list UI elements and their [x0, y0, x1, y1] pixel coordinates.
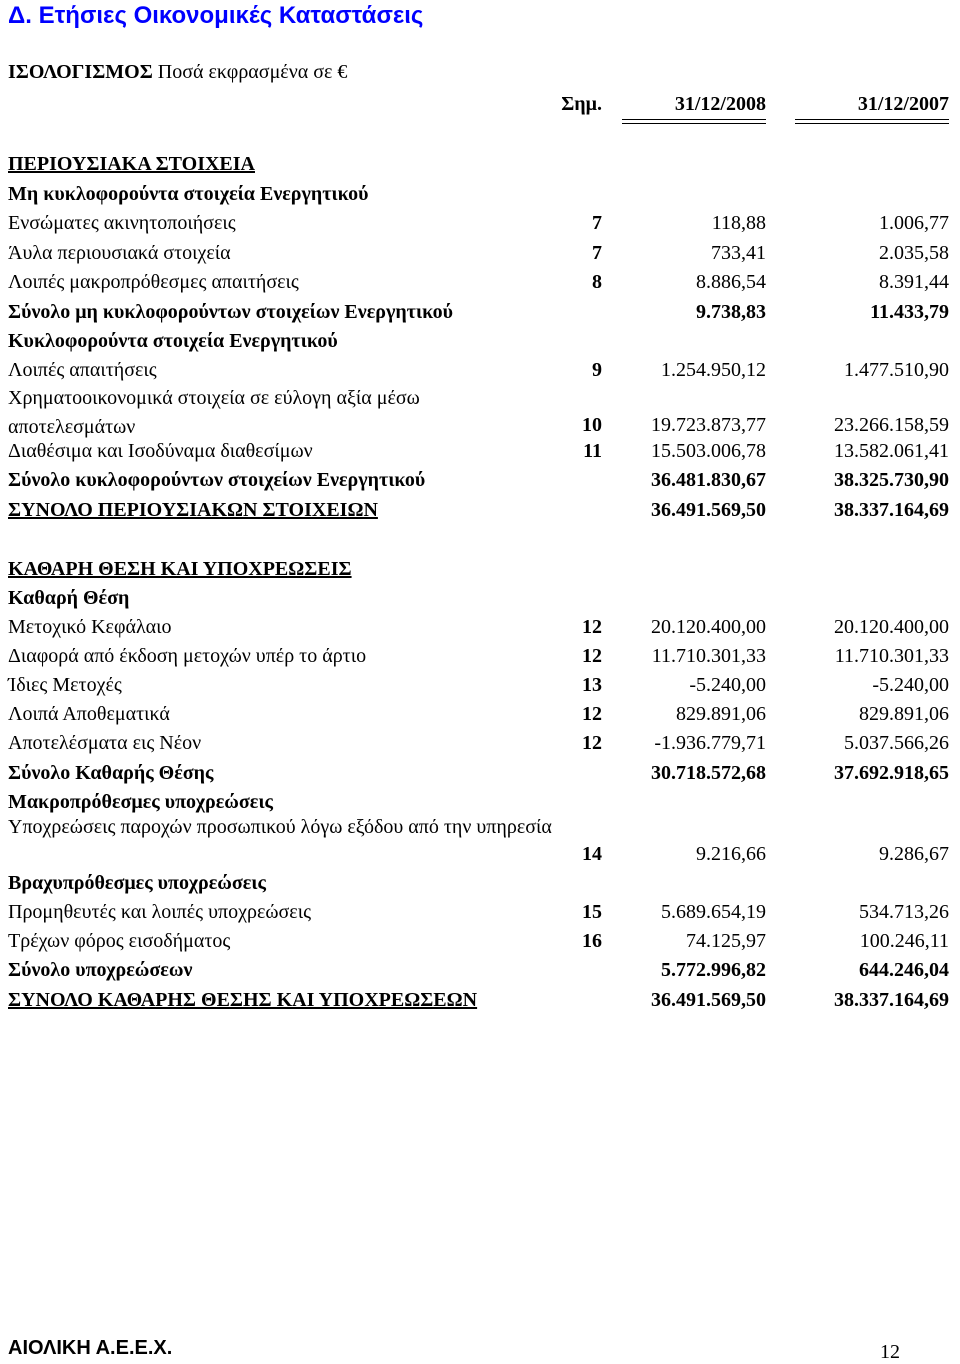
- table-row: [0, 555, 960, 583]
- row-note: 11: [583, 440, 602, 462]
- row-value-2007: 38.337.164,69: [834, 989, 949, 1011]
- row-note: 9: [592, 359, 602, 381]
- row-label: Μακροπρόθεσμες υποχρεώσεις: [8, 791, 273, 813]
- subtotal-row: [0, 298, 960, 326]
- table-row: [0, 584, 960, 612]
- table-row: [0, 927, 960, 955]
- row-label: Σύνολο μη κυκλοφορούντων στοιχείων Ενεργητικού: [8, 301, 453, 323]
- row-label: Διαθέσιμα και Ισοδύναμα διαθεσίμων: [8, 440, 313, 462]
- page-number: 12: [880, 1341, 900, 1363]
- table-row: [0, 268, 960, 296]
- row-value-2008: 36.491.569,50: [651, 499, 766, 521]
- row-value-2008: 733,41: [711, 242, 766, 264]
- currency-note: Ποσά εκφρασμένα σε €: [157, 61, 348, 83]
- row-label: ΣΥΝΟΛΟ ΚΑΘΑΡΗΣ ΘΕΣΗΣ ΚΑΙ ΥΠΟΧΡΕΩΣΕΩΝ: [8, 989, 478, 1011]
- table-row: [0, 209, 960, 237]
- row-value-2008: 5.772.996,82: [661, 959, 766, 981]
- table-row: [0, 150, 960, 178]
- row-note: 7: [592, 212, 602, 234]
- row-value-2007: 1.006,77: [879, 212, 949, 234]
- total-row: [0, 496, 960, 524]
- note-column-header: Σημ.: [561, 93, 602, 115]
- row-label: Ίδιες Μετοχές: [8, 674, 122, 696]
- row-value-2007: 23.266.158,59: [834, 414, 949, 436]
- balance-sheet-heading: [8, 61, 347, 84]
- row-note: 12: [582, 616, 602, 638]
- row-label: Μετοχικό Κεφάλαιο: [8, 616, 172, 638]
- row-label: Λοιπές μακροπρόθεσμες απαιτήσεις: [8, 271, 299, 293]
- row-label: ΣΥΝΟΛΟ ΠΕΡΙΟΥΣΙΑΚΩΝ ΣΤΟΙΧΕΙΩΝ: [8, 499, 378, 521]
- row-value-2007: 5.037.566,26: [844, 732, 949, 754]
- sheet-name: ΙΣΟΛΟΓΙΣΜΟΣ: [8, 61, 153, 83]
- row-label: Λοιπά Αποθεματικά: [8, 703, 170, 725]
- row-value-2007: 8.391,44: [879, 271, 949, 293]
- row-value-2008: 11.710.301,33: [651, 645, 766, 667]
- row-value-2007: 20.120.400,00: [834, 616, 949, 638]
- row-note: 10: [582, 414, 602, 436]
- row-label: Αποτελέσματα εις Νέον: [8, 732, 202, 754]
- table-row: [0, 384, 960, 442]
- row-value-2007: 100.246,11: [859, 930, 949, 952]
- table-row: [0, 613, 960, 641]
- row-note: 13: [582, 674, 602, 696]
- row-value-2008: 36.491.569,50: [651, 989, 766, 1011]
- table-row: [0, 671, 960, 699]
- row-label: Ενσώματες ακινητοποιήσεις: [8, 212, 236, 234]
- row-value-2007: 829.891,06: [859, 703, 949, 725]
- row-label: Διαφορά από έκδοση μετοχών υπέρ το άρτιο: [8, 645, 367, 667]
- year-2008-header: 31/12/2008: [674, 93, 766, 115]
- table-row: [0, 437, 960, 465]
- row-label: Κυκλοφορούντα στοιχεία Ενεργητικού: [8, 330, 338, 352]
- table-row: [0, 869, 960, 897]
- row-note: 8: [592, 271, 602, 293]
- table-row: [0, 642, 960, 670]
- table-row: [0, 813, 960, 871]
- row-value-2008: 1.254.950,12: [661, 359, 766, 381]
- row-note: 14: [582, 843, 602, 865]
- row-value-2007: 644.246,04: [859, 959, 949, 981]
- row-value-2008: 20.120.400,00: [651, 616, 766, 638]
- row-note: 16: [582, 930, 602, 952]
- row-label: ΚΑΘΑΡΗ ΘΕΣΗ ΚΑΙ ΥΠΟΧΡΕΩΣΕΙΣ: [8, 558, 352, 580]
- row-label: Άυλα περιουσιακά στοιχεία: [8, 242, 231, 264]
- row-label: Υποχρεώσεις παροχών προσωπικού λόγω εξόδου από την υπηρεσία: [8, 816, 552, 838]
- table-row: [0, 327, 960, 355]
- total-row: [0, 986, 960, 1014]
- header-double-underline: [795, 119, 949, 124]
- row-value-2008: 5.689.654,19: [661, 901, 766, 923]
- row-value-2008: 829.891,06: [676, 703, 766, 725]
- subtotal-row: [0, 466, 960, 494]
- row-value-2008: -5.240,00: [689, 674, 766, 696]
- row-value-2008: -1.936.779,71: [654, 732, 766, 754]
- table-row: [0, 239, 960, 267]
- row-note: 15: [582, 901, 602, 923]
- section-title: Δ. Ετήσιες Οικονομικές Καταστάσεις: [8, 2, 424, 29]
- row-note: 12: [582, 645, 602, 667]
- row-value-2007: 13.582.061,41: [834, 440, 949, 462]
- row-value-2007: 38.325.730,90: [834, 469, 949, 491]
- row-label: Σύνολο κυκλοφορούντων στοιχείων Ενεργητικού: [8, 469, 426, 491]
- table-row: [0, 898, 960, 926]
- row-value-2007: 2.035,58: [879, 242, 949, 264]
- table-row: [0, 729, 960, 757]
- row-label: Τρέχων φόρος εισοδήματος: [8, 930, 231, 952]
- row-value-2007: 37.692.918,65: [834, 762, 949, 784]
- row-note: 7: [592, 242, 602, 264]
- row-note: 12: [582, 703, 602, 725]
- footer-company-name: ΑΙΟΛΙΚΗ Α.Ε.Ε.Χ.: [8, 1337, 173, 1359]
- row-value-2007: 9.286,67: [879, 843, 949, 865]
- row-value-2008: 30.718.572,68: [651, 762, 766, 784]
- row-label: Βραχυπρόθεσμες υποχρεώσεις: [8, 872, 266, 894]
- row-value-2008: 74.125,97: [686, 930, 766, 952]
- row-value-2007: 11.710.301,33: [834, 645, 949, 667]
- row-note: 12: [582, 732, 602, 754]
- row-label: Λοιπές απαιτήσεις: [8, 359, 157, 381]
- header-double-underline: [622, 119, 766, 124]
- row-label: Προμηθευτές και λοιπές υποχρεώσεις: [8, 901, 311, 923]
- row-value-2007: -5.240,00: [872, 674, 949, 696]
- row-label: Χρηματοοικονομικά στοιχεία σε εύλογη αξία μέσω αποτελεσμάτων: [8, 387, 420, 438]
- row-label: Μη κυκλοφορούντα στοιχεία Ενεργητικού: [8, 183, 369, 205]
- row-value-2007: 534.713,26: [859, 901, 949, 923]
- row-value-2007: 1.477.510,90: [844, 359, 949, 381]
- table-row: [0, 700, 960, 728]
- row-label: Καθαρή Θέση: [8, 587, 130, 609]
- year-2007-header: 31/12/2007: [857, 93, 949, 115]
- row-value-2008: 15.503.006,78: [651, 440, 766, 462]
- column-header-row: [0, 90, 960, 118]
- row-value-2008: 19.723.873,77: [651, 414, 766, 436]
- row-value-2008: 9.216,66: [696, 843, 766, 865]
- row-value-2008: 118,88: [711, 212, 766, 234]
- table-row: [0, 180, 960, 208]
- table-row: [0, 788, 960, 816]
- row-label: Σύνολο Καθαρής Θέσης: [8, 762, 214, 784]
- row-label: Σύνολο υποχρεώσεων: [8, 959, 193, 981]
- row-value-2008: 8.886,54: [696, 271, 766, 293]
- table-row: [0, 356, 960, 384]
- row-value-2007: 38.337.164,69: [834, 499, 949, 521]
- subtotal-row: [0, 759, 960, 787]
- subtotal-row: [0, 956, 960, 984]
- row-value-2008: 36.481.830,67: [651, 469, 766, 491]
- row-value-2008: 9.738,83: [696, 301, 766, 323]
- row-value-2007: 11.433,79: [870, 301, 949, 323]
- row-label: ΠΕΡΙΟΥΣΙΑΚΑ ΣΤΟΙΧΕΙΑ: [8, 153, 255, 175]
